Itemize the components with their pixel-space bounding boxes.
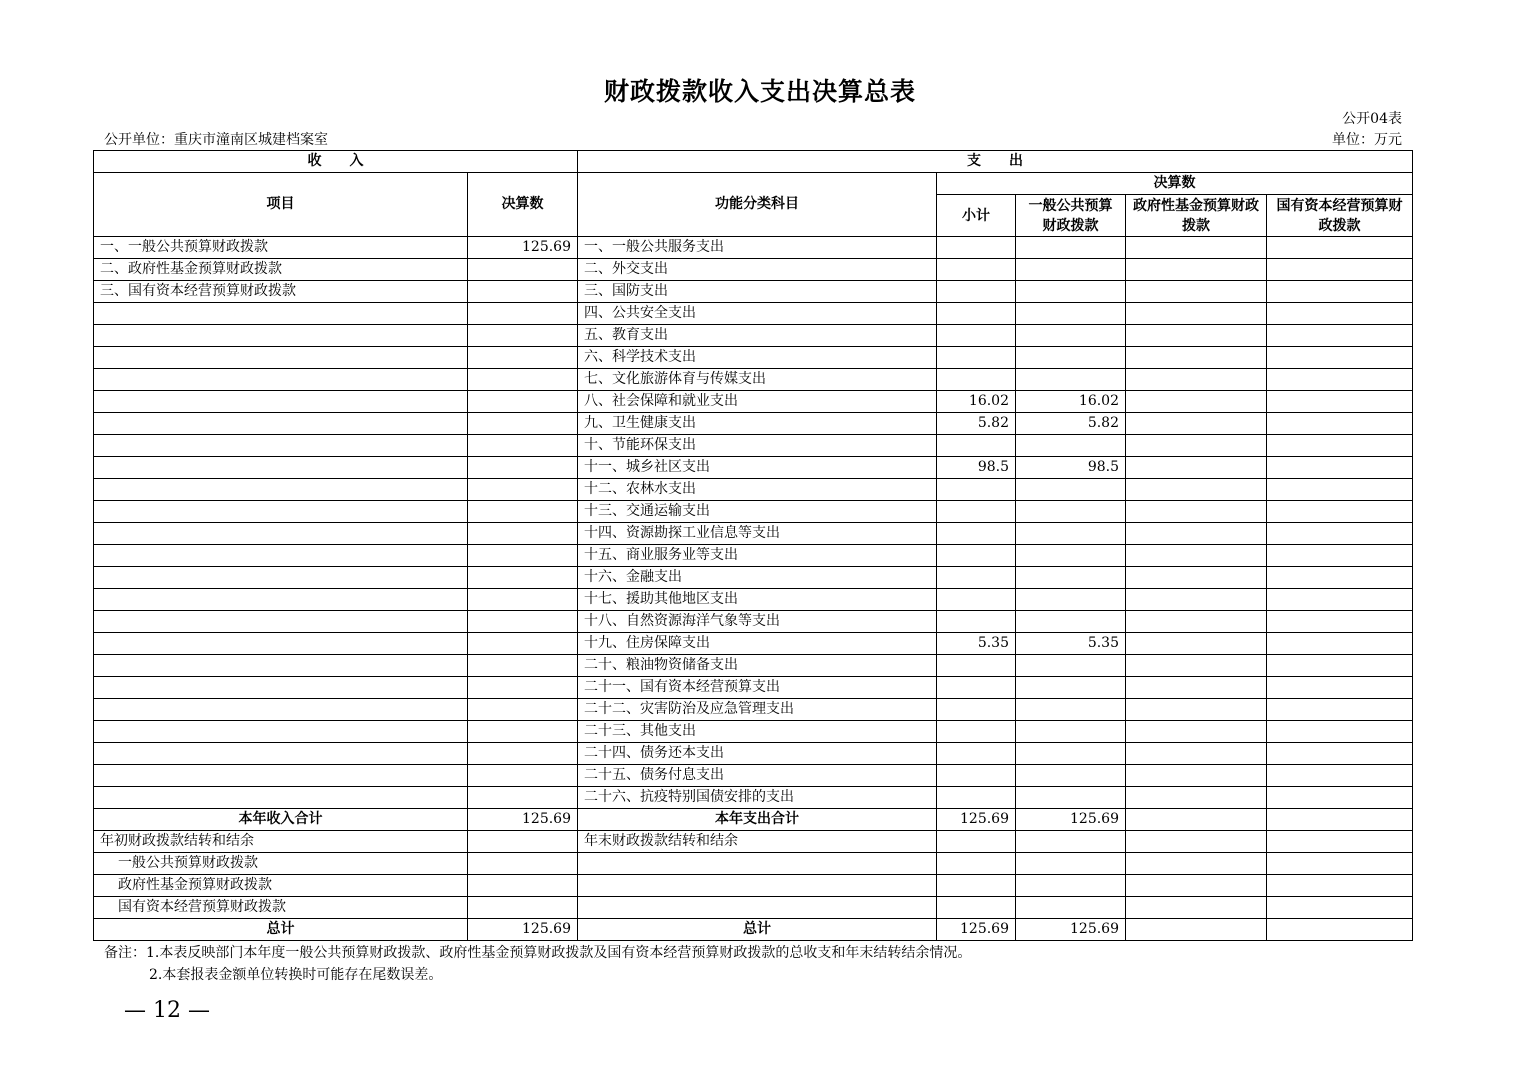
subtotal-cell (937, 699, 1016, 721)
state-capital-cell (1267, 611, 1413, 633)
table-row (94, 237, 1413, 259)
budget-table (93, 150, 1413, 941)
income-amount (468, 369, 578, 391)
expense-item: 十八、自然资源海洋气象等支出 (578, 611, 937, 633)
table-row (94, 765, 1413, 787)
subtotal-cell (937, 281, 1016, 303)
state-capital-cell (1267, 875, 1413, 897)
income-item: 二、政府性基金预算财政拨款 (94, 259, 468, 281)
general-budget-cell (1016, 259, 1126, 281)
income-item (94, 523, 468, 545)
expense-item: 十五、商业服务业等支出 (578, 545, 937, 567)
gov-fund-cell (1126, 809, 1267, 831)
state-capital-cell (1267, 853, 1413, 875)
income-amount (468, 897, 578, 919)
subtotal-cell (937, 237, 1016, 259)
expense-item (578, 875, 937, 897)
income-item (94, 457, 468, 479)
state-capital-cell (1267, 413, 1413, 435)
expense-item (578, 897, 937, 919)
table-row (94, 259, 1413, 281)
income-amount (468, 699, 578, 721)
general-budget-cell (1016, 743, 1126, 765)
expense-item: 二十四、债务还本支出 (578, 743, 937, 765)
general-budget-cell: 5.82 (1016, 413, 1126, 435)
state-capital-cell (1267, 721, 1413, 743)
page-title: 财政拨款收入支出决算总表 (603, 77, 916, 106)
general-budget-cell: 16.02 (1016, 391, 1126, 413)
carryover-row (94, 897, 1413, 919)
gov-fund-cell (1126, 479, 1267, 501)
subtotal-cell (937, 875, 1016, 897)
income-item (94, 501, 468, 523)
gov-fund-cell (1126, 325, 1267, 347)
subtotal-cell (937, 523, 1016, 545)
state-capital-cell (1267, 369, 1413, 391)
expense-item: 二十三、其他支出 (578, 721, 937, 743)
gov-fund-cell (1126, 237, 1267, 259)
expense-total-label: 本年支出合计 (578, 809, 937, 831)
general-budget-cell (1016, 435, 1126, 457)
income-item (94, 633, 468, 655)
gov-fund-cell (1126, 369, 1267, 391)
gov-fund-cell (1126, 391, 1267, 413)
gov-fund-cell (1126, 853, 1267, 875)
expense-item: 二十二、灾害防治及应急管理支出 (578, 699, 937, 721)
income-item: 国有资本经营预算财政拨款 (94, 897, 468, 919)
carryover-row (94, 875, 1413, 897)
expense-item: 二、外交支出 (578, 259, 937, 281)
income-item (94, 325, 468, 347)
general-budget-cell: 5.35 (1016, 633, 1126, 655)
income-item: 年初财政拨款结转和结余 (94, 831, 468, 853)
subtotal-cell (937, 325, 1016, 347)
table-row (94, 787, 1413, 809)
subtotal-cell (937, 589, 1016, 611)
general-budget-cell (1016, 545, 1126, 567)
income-amount (468, 567, 578, 589)
expense-item: 四、公共安全支出 (578, 303, 937, 325)
subtotal-cell (937, 655, 1016, 677)
table-row (94, 391, 1413, 413)
gov-fund-cell (1126, 523, 1267, 545)
state-capital-header: 国有资本经营预算财政拨款 (1267, 195, 1413, 237)
expense-item: 二十六、抗疫特别国债安排的支出 (578, 787, 937, 809)
income-item (94, 391, 468, 413)
state-capital-cell (1267, 303, 1413, 325)
table-row (94, 501, 1413, 523)
income-amount (468, 677, 578, 699)
subtotal-cell (937, 897, 1016, 919)
gov-fund-cell (1126, 655, 1267, 677)
general-budget-cell (1016, 611, 1126, 633)
general-budget-cell (1016, 567, 1126, 589)
income-amount (468, 347, 578, 369)
expense-item: 十一、城乡社区支出 (578, 457, 937, 479)
general-budget-cell (1016, 831, 1126, 853)
income-item (94, 765, 468, 787)
expense-item: 十、节能环保支出 (578, 435, 937, 457)
gov-fund-header: 政府性基金预算财政拨款 (1126, 195, 1267, 237)
income-amount (468, 611, 578, 633)
table-row (94, 413, 1413, 435)
state-capital-cell (1267, 501, 1413, 523)
table-row (94, 303, 1413, 325)
gov-fund-cell (1126, 831, 1267, 853)
general-budget-cell (1016, 897, 1126, 919)
gov-fund-cell (1126, 413, 1267, 435)
subtotal-header: 小计 (937, 195, 1016, 237)
table-row (94, 699, 1413, 721)
income-item (94, 347, 468, 369)
expense-item: 二十、粮油物资储备支出 (578, 655, 937, 677)
table-row (94, 589, 1413, 611)
carryover-row (94, 853, 1413, 875)
general-budget-cell (1016, 875, 1126, 897)
income-amount (468, 831, 578, 853)
gov-fund-cell (1126, 347, 1267, 369)
expense-item: 五、教育支出 (578, 325, 937, 347)
state-capital-cell (1267, 699, 1413, 721)
table-row (94, 655, 1413, 677)
state-capital-cell (1267, 655, 1413, 677)
subtotal-cell (937, 611, 1016, 633)
grand-total-row (94, 919, 1413, 941)
general-budget-cell (1016, 303, 1126, 325)
gov-fund-cell (1126, 259, 1267, 281)
general-budget-cell (1016, 655, 1126, 677)
subtotal-cell (937, 677, 1016, 699)
general-budget-cell (1016, 699, 1126, 721)
expense-item: 七、文化旅游体育与传媒支出 (578, 369, 937, 391)
income-item (94, 589, 468, 611)
subtotal-cell: 5.82 (937, 413, 1016, 435)
table-row (94, 281, 1413, 303)
state-capital-cell (1267, 457, 1413, 479)
income-amount (468, 457, 578, 479)
subtotal-cell (937, 853, 1016, 875)
income-item: 一、一般公共预算财政拨款 (94, 237, 468, 259)
income-amount (468, 281, 578, 303)
carryover-row (94, 831, 1413, 853)
expense-item: 十三、交通运输支出 (578, 501, 937, 523)
state-capital-cell (1267, 435, 1413, 457)
income-amount (468, 787, 578, 809)
subtotal-cell (937, 567, 1016, 589)
income-amount (468, 501, 578, 523)
expense-item: 六、科学技术支出 (578, 347, 937, 369)
subtotal-cell (937, 831, 1016, 853)
expense-item: 年末财政拨款结转和结余 (578, 831, 937, 853)
table-row (94, 347, 1413, 369)
state-capital-cell (1267, 281, 1413, 303)
state-capital-cell (1267, 325, 1413, 347)
gov-fund-cell (1126, 787, 1267, 809)
subtotal-cell: 125.69 (937, 809, 1016, 831)
income-amount (468, 303, 578, 325)
item-header: 项目 (94, 173, 468, 237)
income-item (94, 743, 468, 765)
subtotal-cell (937, 369, 1016, 391)
expense-item: 十六、金融支出 (578, 567, 937, 589)
gov-fund-cell (1126, 699, 1267, 721)
income-item (94, 303, 468, 325)
gov-fund-cell (1126, 545, 1267, 567)
table-row (94, 369, 1413, 391)
table-row (94, 721, 1413, 743)
general-budget-cell (1016, 787, 1126, 809)
general-budget-cell (1016, 853, 1126, 875)
income-amount (468, 325, 578, 347)
state-capital-cell (1267, 545, 1413, 567)
reporting-unit: 公开单位：重庆市潼南区城建档案室 (104, 132, 328, 148)
gov-fund-cell (1126, 567, 1267, 589)
expense-item: 二十五、债务付息支出 (578, 765, 937, 787)
gov-fund-cell (1126, 633, 1267, 655)
state-capital-cell (1267, 479, 1413, 501)
income-total-label: 总计 (94, 919, 468, 941)
state-capital-cell (1267, 897, 1413, 919)
state-capital-cell (1267, 391, 1413, 413)
income-item (94, 435, 468, 457)
subtotal-cell: 125.69 (937, 919, 1016, 941)
income-amount (468, 391, 578, 413)
table-row (94, 677, 1413, 699)
function-header: 功能分类科目 (578, 173, 937, 237)
final-header: 决算数 (937, 173, 1413, 195)
subtotal-cell: 16.02 (937, 391, 1016, 413)
gov-fund-cell (1126, 897, 1267, 919)
general-budget-cell (1016, 765, 1126, 787)
general-budget-cell: 125.69 (1016, 919, 1126, 941)
income-item (94, 677, 468, 699)
table-row (94, 633, 1413, 655)
table-row (94, 567, 1413, 589)
expense-item: 二十一、国有资本经营预算支出 (578, 677, 937, 699)
expense-item: 一、一般公共服务支出 (578, 237, 937, 259)
table-row (94, 743, 1413, 765)
expense-total-label: 总计 (578, 919, 937, 941)
income-amount (468, 853, 578, 875)
income-total-amount: 125.69 (468, 919, 578, 941)
gov-fund-cell (1126, 919, 1267, 941)
year-total-row (94, 809, 1413, 831)
general-budget-cell (1016, 237, 1126, 259)
income-amount (468, 413, 578, 435)
general-budget-cell (1016, 721, 1126, 743)
expense-item (578, 853, 937, 875)
state-capital-cell (1267, 831, 1413, 853)
state-capital-cell (1267, 765, 1413, 787)
expense-item: 十二、农林水支出 (578, 479, 937, 501)
subtotal-cell (937, 479, 1016, 501)
subtotal-cell (937, 501, 1016, 523)
general-budget-cell (1016, 281, 1126, 303)
general-budget-cell: 98.5 (1016, 457, 1126, 479)
state-capital-cell (1267, 677, 1413, 699)
gov-fund-cell (1126, 765, 1267, 787)
income-header: 收 入 (94, 151, 578, 173)
state-capital-cell (1267, 633, 1413, 655)
subtotal-cell (937, 765, 1016, 787)
general-budget-cell (1016, 347, 1126, 369)
state-capital-cell (1267, 589, 1413, 611)
gov-fund-cell (1126, 589, 1267, 611)
income-amount (468, 523, 578, 545)
currency-unit: 单位：万元 (1332, 132, 1402, 148)
general-budget-header: 一般公共预算财政拨款 (1016, 195, 1126, 237)
subtotal-cell (937, 347, 1016, 369)
subtotal-cell (937, 787, 1016, 809)
income-item: 三、国有资本经营预算财政拨款 (94, 281, 468, 303)
subtotal-cell (937, 721, 1016, 743)
income-amount (468, 589, 578, 611)
gov-fund-cell (1126, 743, 1267, 765)
subtotal-cell (937, 545, 1016, 567)
subtotal-cell (937, 743, 1016, 765)
gov-fund-cell (1126, 303, 1267, 325)
income-amount: 125.69 (468, 237, 578, 259)
income-amount (468, 655, 578, 677)
general-budget-cell (1016, 523, 1126, 545)
state-capital-cell (1267, 809, 1413, 831)
income-item (94, 611, 468, 633)
income-item (94, 369, 468, 391)
income-amount (468, 545, 578, 567)
income-amount (468, 479, 578, 501)
note-2: 2.本套报表金额单位转换时可能存在尾数误差。 (149, 967, 443, 983)
income-item (94, 699, 468, 721)
gov-fund-cell (1126, 611, 1267, 633)
expense-item: 三、国防支出 (578, 281, 937, 303)
subtotal-cell (937, 435, 1016, 457)
expense-item: 八、社会保障和就业支出 (578, 391, 937, 413)
note-1: 备注：1.本表反映部门本年度一般公共预算财政拨款、政府性基金预算财政拨款及国有资本经营预算财政拨款的总收支和年末结转结余情况。 (104, 945, 972, 961)
income-amount (468, 743, 578, 765)
table-row (94, 435, 1413, 457)
expense-item: 九、卫生健康支出 (578, 413, 937, 435)
state-capital-cell (1267, 259, 1413, 281)
table-row (94, 611, 1413, 633)
expense-item: 十七、援助其他地区支出 (578, 589, 937, 611)
income-item (94, 787, 468, 809)
income-amount (468, 875, 578, 897)
income-total-label: 本年收入合计 (94, 809, 468, 831)
gov-fund-cell (1126, 721, 1267, 743)
gov-fund-cell (1126, 435, 1267, 457)
gov-fund-cell (1126, 875, 1267, 897)
gov-fund-cell (1126, 501, 1267, 523)
income-item (94, 721, 468, 743)
gov-fund-cell (1126, 457, 1267, 479)
gov-fund-cell (1126, 677, 1267, 699)
amount-header: 决算数 (468, 173, 578, 237)
income-item (94, 479, 468, 501)
income-amount (468, 633, 578, 655)
expense-item: 十九、住房保障支出 (578, 633, 937, 655)
expense-header: 支 出 (578, 151, 1413, 173)
income-item: 政府性基金预算财政拨款 (94, 875, 468, 897)
general-budget-cell (1016, 479, 1126, 501)
income-amount (468, 765, 578, 787)
income-item: 一般公共预算财政拨款 (94, 853, 468, 875)
general-budget-cell: 125.69 (1016, 809, 1126, 831)
table-row (94, 457, 1413, 479)
state-capital-cell (1267, 743, 1413, 765)
income-item (94, 655, 468, 677)
state-capital-cell (1267, 787, 1413, 809)
gov-fund-cell (1126, 281, 1267, 303)
subtotal-cell (937, 259, 1016, 281)
table-row (94, 479, 1413, 501)
expense-item: 十四、资源勘探工业信息等支出 (578, 523, 937, 545)
state-capital-cell (1267, 567, 1413, 589)
state-capital-cell (1267, 523, 1413, 545)
income-amount (468, 721, 578, 743)
income-total-amount: 125.69 (468, 809, 578, 831)
table-row (94, 545, 1413, 567)
general-budget-cell (1016, 677, 1126, 699)
subtotal-cell: 98.5 (937, 457, 1016, 479)
general-budget-cell (1016, 589, 1126, 611)
general-budget-cell (1016, 369, 1126, 391)
income-item (94, 413, 468, 435)
income-amount (468, 435, 578, 457)
state-capital-cell (1267, 237, 1413, 259)
page-number: — 12 — (124, 998, 210, 1023)
form-number: 公开04表 (1342, 111, 1402, 127)
state-capital-cell (1267, 347, 1413, 369)
income-item (94, 567, 468, 589)
subtotal-cell: 5.35 (937, 633, 1016, 655)
income-amount (468, 259, 578, 281)
table-row (94, 325, 1413, 347)
income-item (94, 545, 468, 567)
general-budget-cell (1016, 325, 1126, 347)
subtotal-cell (937, 303, 1016, 325)
table-row (94, 523, 1413, 545)
state-capital-cell (1267, 919, 1413, 941)
general-budget-cell (1016, 501, 1126, 523)
